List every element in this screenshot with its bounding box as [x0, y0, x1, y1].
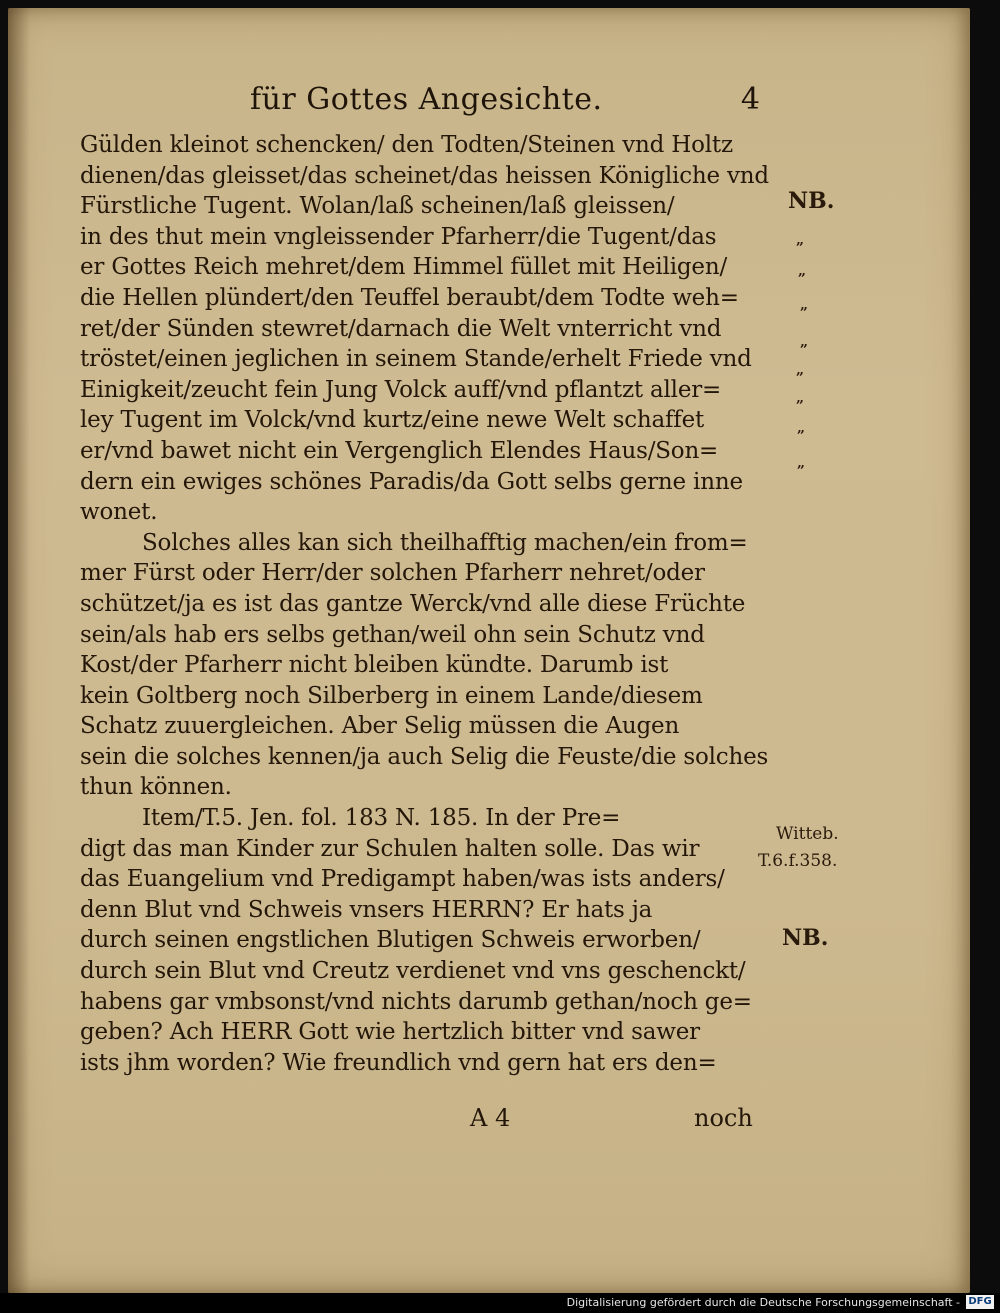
text-line: ley Tugent im Volck/vnd kurtz/eine newe Welt schaffet: [80, 407, 705, 434]
text-line: er Gottes Reich mehret/dem Himmel füllet mit Heiligen/: [80, 254, 727, 281]
text-line: Item/T.5. Jen. fol. 183 N. 185. In der Pre=: [142, 805, 621, 832]
text-line: digt das man Kinder zur Schulen halten solle. Das wir: [80, 835, 700, 862]
margin-note-nb: NB.: [782, 925, 829, 951]
page-gutter-shadow: [8, 8, 30, 1293]
text-line: thun können.: [80, 774, 232, 801]
text-line: Solches alles kan sich theilhafftig machen/ein from=: [142, 529, 748, 556]
margin-quote-mark: „: [796, 390, 805, 406]
text-line: durch sein Blut vnd Creutz verdienet vnd vns geschenckt/: [80, 958, 746, 985]
text-line: sein/als hab ers selbs gethan/weil ohn sein Schutz vnd: [80, 621, 705, 648]
text-line: schützet/ja es ist das gantze Werck/vnd alle diese Früchte: [80, 590, 746, 617]
margin-note-nb: NB.: [788, 188, 835, 214]
text-line: ret/der Sünden stewret/darnach die Welt vnterricht vnd: [80, 315, 722, 342]
text-line: Fürstliche Tugent. Wolan/laß scheinen/laß gleissen/: [80, 193, 675, 220]
margin-quote-mark: „: [797, 420, 806, 436]
running-title: für Gottes Angesichte.: [250, 82, 603, 117]
running-head: [250, 82, 760, 124]
text-line: mer Fürst oder Herr/der solchen Pfarherr nehret/oder: [80, 560, 705, 587]
margin-quote-mark: „: [798, 263, 807, 279]
margin-reference: T.6.f.358.: [758, 851, 838, 871]
text-line: das Euangelium vnd Predigampt haben/was ists anders/: [80, 866, 725, 893]
text-line: durch seinen engstlichen Blutigen Schweis erworben/: [80, 927, 701, 954]
page-number: 4: [740, 82, 760, 117]
signature-mark: A 4: [470, 1104, 511, 1132]
text-line: Einigkeit/zeucht fein Jung Volck auff/vnd pflantzt aller=: [80, 376, 722, 403]
text-line: dern ein ewiges schönes Paradis/da Gott selbs gerne inne: [80, 468, 743, 495]
margin-quote-mark: „: [800, 297, 809, 313]
margin-quote-mark: „: [800, 334, 809, 350]
body-text: [80, 130, 769, 1078]
catchword: noch: [694, 1104, 753, 1132]
text-line: dienen/das gleisset/das scheinet/das heissen Königliche vnd: [80, 162, 769, 189]
margin-quote-mark: „: [796, 232, 805, 248]
text-line: Gülden kleinot schencken/ den Todten/Steinen vnd Holtz: [80, 132, 733, 158]
text-line: geben? Ach HERR Gott wie hertzlich bitter vnd sawer: [80, 1019, 700, 1046]
text-line: Schatz zuuergleichen. Aber Selig müssen die Augen: [80, 713, 680, 740]
text-line: die Hellen plündert/den Teuffel beraubt/dem Todte weh=: [80, 284, 739, 311]
text-line: habens gar vmbsonst/vnd nichts darumb gethan/noch ge=: [80, 988, 752, 1015]
text-line: wonet.: [80, 499, 158, 526]
margin-reference: Witteb.: [776, 824, 839, 844]
dfg-logo: DFG: [966, 1295, 994, 1309]
text-line: Kost/der Pfarherr nicht bleiben kündte. Darumb ist: [80, 652, 669, 679]
funding-credit: Digitalisierung gefördert durch die Deutsche Forschungsgemeinschaft -: [566, 1296, 960, 1309]
margin-quote-mark: „: [796, 362, 805, 378]
text-line: tröstet/einen jeglichen in seinem Stande/erhelt Friede vnd: [80, 346, 752, 373]
text-line: denn Blut vnd Schweis vnsers HERRN? Er hats ja: [80, 896, 653, 923]
text-line: kein Goltberg noch Silberberg in einem Lande/diesem: [80, 682, 703, 709]
text-line: in des thut mein vngleissender Pfarherr/die Tugent/das: [80, 223, 717, 250]
text-line: er/vnd bawet nicht ein Vergenglich Elendes Haus/Son=: [80, 437, 719, 464]
margin-quote-mark: „: [797, 455, 806, 471]
text-line: sein die solches kennen/ja auch Selig die Feuste/die solches: [80, 743, 769, 770]
text-line: ists jhm worden? Wie freundlich vnd gern hat ers den=: [80, 1049, 717, 1076]
footer-bar: [0, 1293, 1000, 1313]
